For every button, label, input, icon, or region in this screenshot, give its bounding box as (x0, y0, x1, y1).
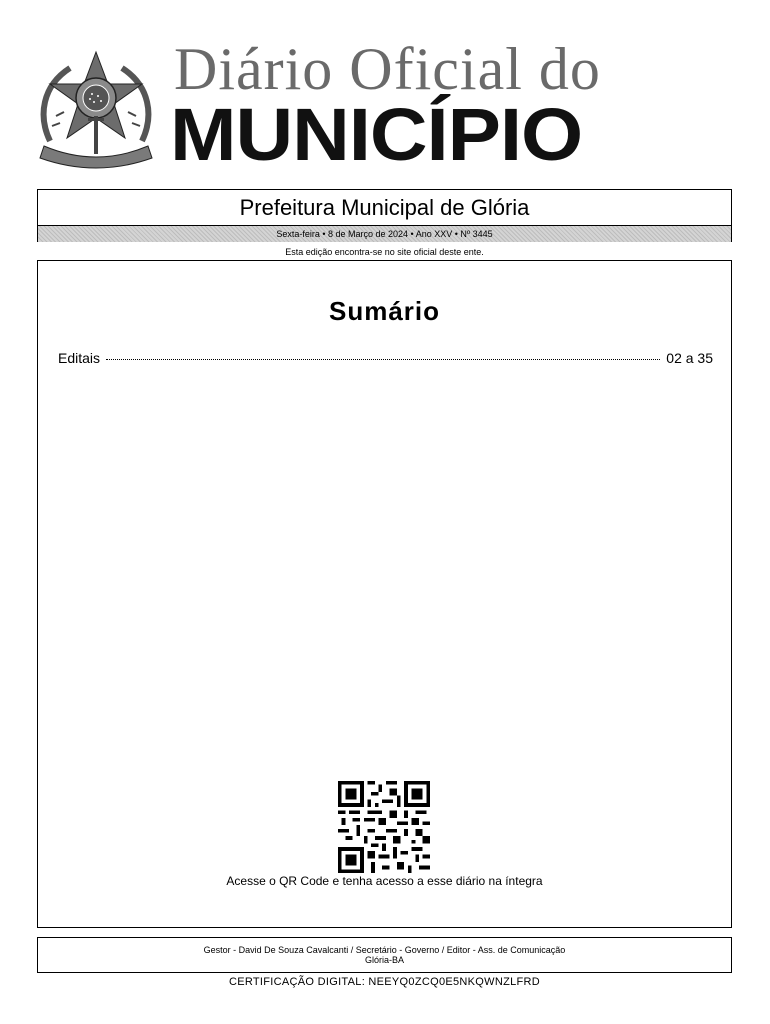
masthead-title-line2: MUNICÍPIO (170, 93, 583, 176)
footer-credits: Gestor - David De Souza Cavalcanti / Secretário - Governo / Editor - Ass. de Comunicação (203, 945, 566, 955)
brazil-coat-of-arms-icon (30, 46, 162, 172)
site-note: Esta edição encontra-se no site oficial deste ente. (285, 247, 484, 257)
footer-box (37, 937, 732, 973)
masthead (0, 0, 770, 185)
header-box (37, 189, 732, 242)
edition-info-band: Sexta-feira • 8 de Março de 2024 • Ano XXV • Nº 3445 (38, 225, 731, 242)
toc-leader-dots (106, 359, 660, 360)
qr-code-icon[interactable] (335, 781, 433, 873)
municipality-name: Prefeitura Municipal de Glória (239, 195, 530, 220)
footer-location: Glória-BA (364, 955, 404, 965)
toc-entry-label: Editais (58, 350, 101, 366)
qr-caption: Acesse o QR Code e tenha acesso a esse diário na íntegra (226, 874, 543, 888)
summary-title: Sumário (328, 296, 441, 326)
masthead-title-line1: Diário Oficial do (174, 36, 601, 102)
summary-box (37, 260, 732, 928)
toc-entry-pages: 02 a 35 (666, 350, 713, 366)
digital-certification: CERTIFICAÇÃO DIGITAL: NEEYQ0ZCQ0E5NKQWNZLFRD (228, 976, 541, 988)
toc-entry[interactable] (58, 349, 713, 367)
